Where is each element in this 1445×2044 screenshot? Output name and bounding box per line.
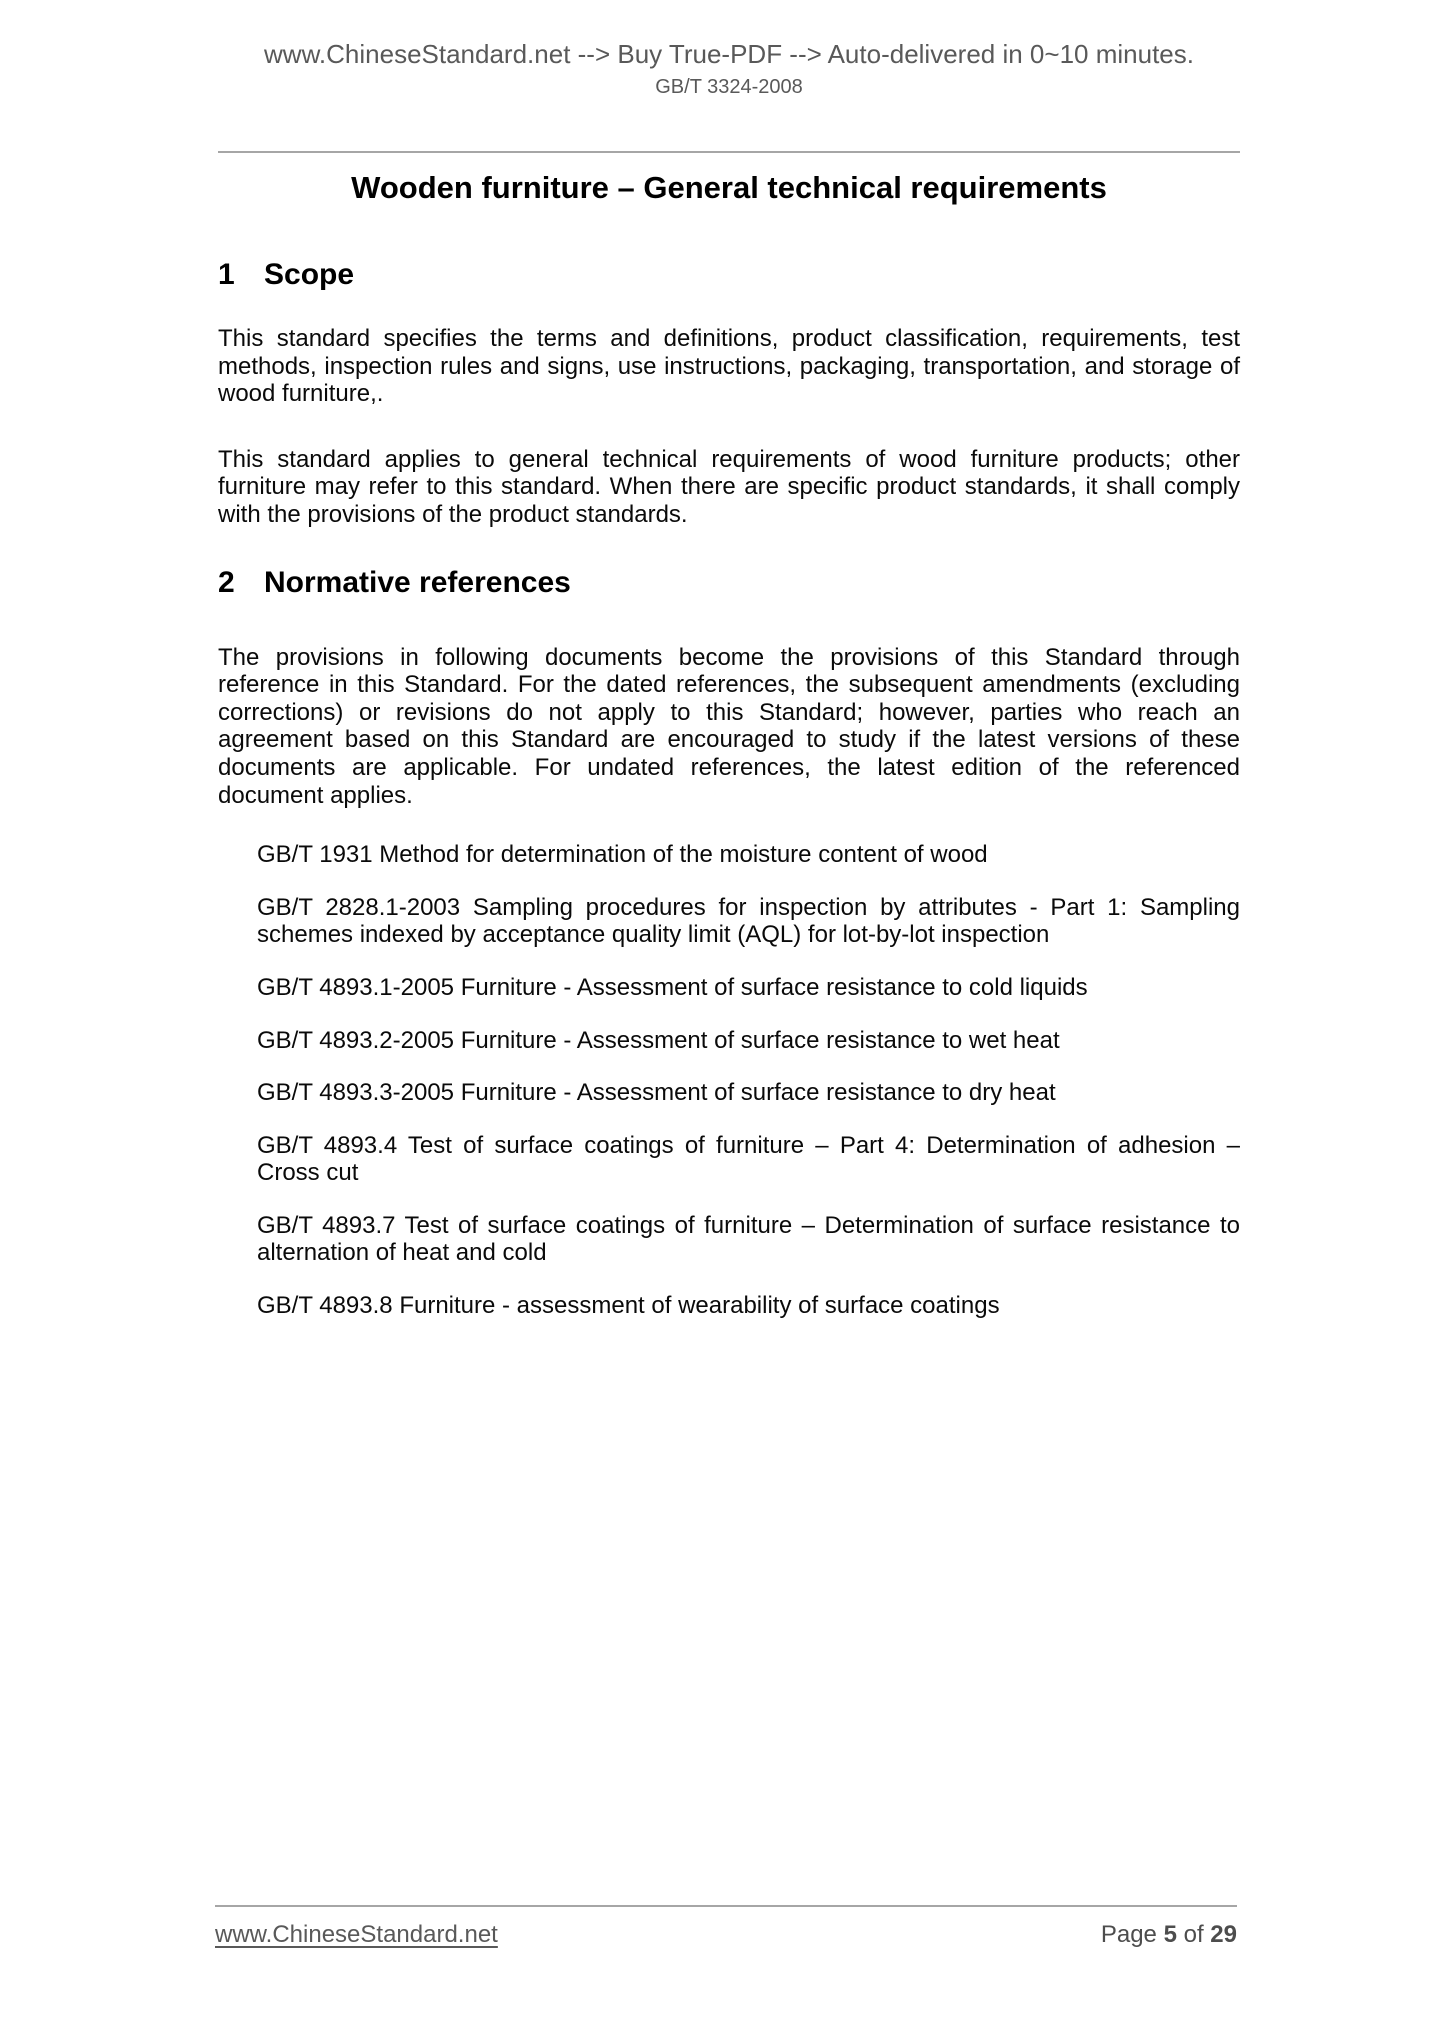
reference-item: GB/T 4893.7 Test of surface coatings of furniture – Determination of surface resistance to alternation of heat and cold [257,1211,1240,1267]
page-total: 29 [1210,1921,1237,1948]
document-title: Wooden furniture – General technical requirements [351,170,1107,205]
reference-item: GB/T 2828.1-2003 Sampling procedures for inspection by attributes - Part 1: Sampling schemes indexed by acceptance quality limit (AQL) for lot-by-lot inspection [257,893,1240,949]
section-heading-normative-references [218,565,1240,601]
section-title: Normative references [264,565,571,599]
header-banner-text: www.ChineseStandard.net --> Buy True-PDF --> Auto-delivered in 0~10 minutes. [264,39,1194,69]
footer-site-link[interactable]: www.ChineseStandard.net [215,1921,498,1948]
reference-item: GB/T 1931 Method for determination of the moisture content of wood [257,841,988,869]
reference-item: GB/T 4893.2-2005 Furniture - Assessment of surface resistance to wet heat [257,1026,1060,1054]
section-number: 2 [218,565,235,599]
page-number: 5 [1163,1921,1177,1948]
of-label: of [1183,1921,1204,1948]
reference-item: GB/T 4893.8 Furniture - assessment of wearability of surface coatings [257,1292,1000,1320]
reference-item: GB/T 4893.3-2005 Furniture - Assessment of surface resistance to dry heat [257,1079,1056,1107]
page-label: Page [1100,1921,1157,1948]
section-title: Scope [264,258,355,291]
scope-paragraph-1: This standard specifies the terms and definitions, product classification, requirements, test methods, inspection rules and signs, use instructions, packaging, transportation, and storage of wood furniture,. [218,325,1240,408]
page-footer [215,1905,1237,1949]
footer-row [215,1921,1237,1949]
normative-references-paragraph: The provisions in following documents become the provisions of this Standard through reference in this Standard. For the dated references, the subsequent amendments (excluding corrections) or revisions do not apply to this Standard; however, parties who reach an agreement based on this Standard are encouraged to study if the latest versions of these documents are applicable. For undated references, the latest edition of the referenced document applies. [218,643,1240,809]
footer-divider [215,1905,1237,1907]
reference-list [218,841,1240,1320]
reference-item: GB/T 4893.1-2005 Furniture - Assessment of surface resistance to cold liquids [257,973,1088,1001]
header-divider [218,151,1240,153]
standard-number: GB/T 3324-2008 [655,76,803,98]
scope-paragraph-2: This standard applies to general technical requirements of wood furniture products; other furniture may refer to this standard. When there are specific product standards, it shall comply with the provisions of the product standards. [218,445,1240,528]
section-number: 1 [218,258,235,291]
reference-item: GB/T 4893.4 Test of surface coatings of furniture – Part 4: Determination of adhesion – Cross cut [257,1131,1240,1187]
page-indicator [1101,1921,1237,1949]
section-heading-scope [218,257,1240,293]
